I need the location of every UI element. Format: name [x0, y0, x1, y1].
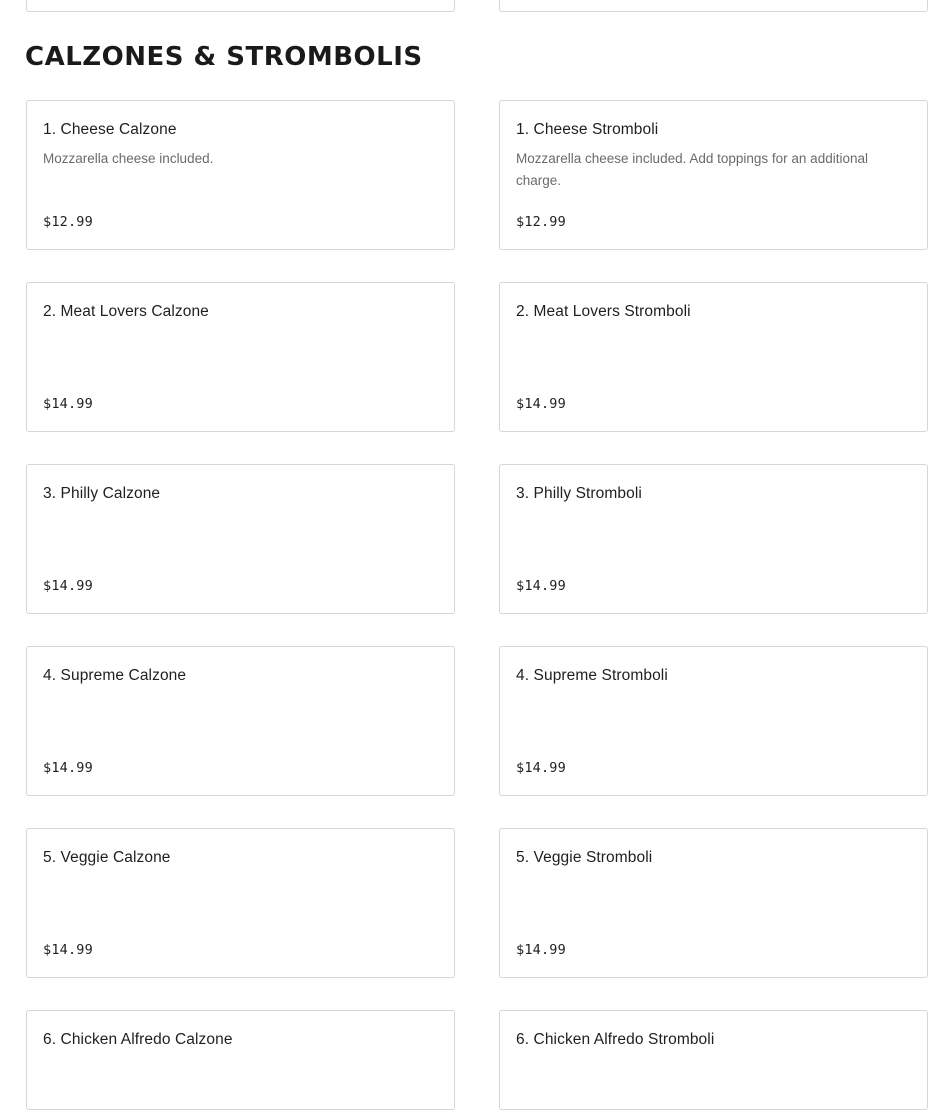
- menu-item-price: $14.99: [516, 396, 566, 412]
- menu-item-price: $12.99: [516, 214, 566, 230]
- menu-item-card[interactable]: [26, 646, 455, 796]
- menu-item-name: 3. Philly Stromboli: [516, 485, 642, 502]
- menu-item-price: $14.99: [516, 760, 566, 776]
- menu-item-name: 5. Veggie Stromboli: [516, 849, 653, 866]
- menu-item-card[interactable]: [26, 1010, 455, 1110]
- menu-item-price: $14.99: [43, 760, 93, 776]
- menu-item-price: $14.99: [43, 396, 93, 412]
- menu-item-name: 3. Philly Calzone: [43, 485, 161, 502]
- menu-item-name: 4. Supreme Stromboli: [516, 667, 668, 684]
- menu-item-name: 1. Cheese Stromboli: [516, 121, 659, 138]
- menu-item-price: $12.99: [43, 214, 93, 230]
- menu-item-name: 1. Cheese Calzone: [43, 121, 177, 138]
- menu-item-card[interactable]: [26, 282, 455, 432]
- menu-item-name: 4. Supreme Calzone: [43, 667, 187, 684]
- menu-item-description: Mozzarella cheese included. Add toppings for an additional charge.: [516, 151, 868, 188]
- menu-item-description: Mozzarella cheese included.: [43, 151, 214, 166]
- menu-item-price: $14.99: [43, 578, 93, 594]
- menu-item-card[interactable]: [499, 646, 928, 796]
- menu-item-card[interactable]: [499, 828, 928, 978]
- menu-item-price: $14.99: [43, 942, 93, 958]
- previous-section-card[interactable]: [26, 0, 455, 12]
- menu-item-name: 2. Meat Lovers Stromboli: [516, 303, 691, 320]
- section-title: CALZONES & STROMBOLIS: [25, 42, 423, 72]
- menu-item-card[interactable]: [26, 828, 455, 978]
- menu-item-card[interactable]: [26, 100, 455, 250]
- menu-item-name: 6. Chicken Alfredo Stromboli: [516, 1031, 715, 1048]
- menu-item-card[interactable]: [499, 1010, 928, 1110]
- menu-item-price: $14.99: [516, 942, 566, 958]
- menu-item-card[interactable]: [499, 282, 928, 432]
- menu-item-price: $14.99: [516, 578, 566, 594]
- menu-item-card[interactable]: [26, 464, 455, 614]
- menu-item-name: 5. Veggie Calzone: [43, 849, 171, 866]
- previous-section-card[interactable]: [499, 0, 928, 12]
- menu-item-name: 2. Meat Lovers Calzone: [43, 303, 209, 320]
- menu-item-card[interactable]: [499, 100, 928, 250]
- menu-item-card[interactable]: [499, 464, 928, 614]
- menu-item-name: 6. Chicken Alfredo Calzone: [43, 1031, 233, 1048]
